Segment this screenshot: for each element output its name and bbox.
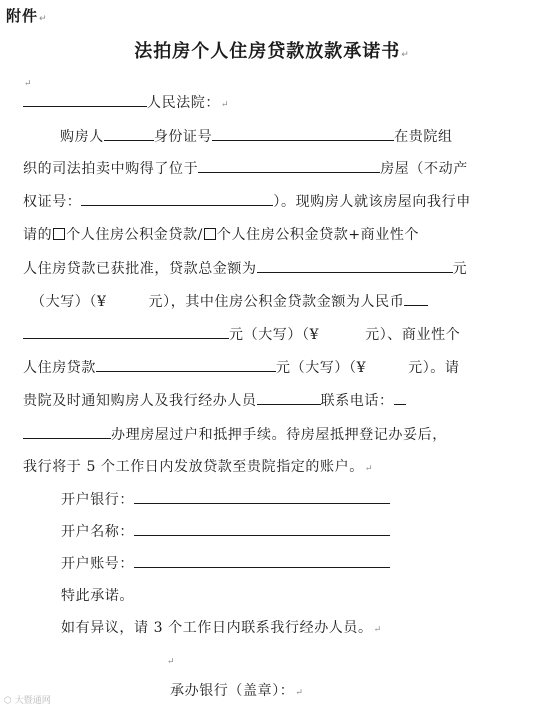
id-number-blank[interactable] xyxy=(212,126,394,141)
court-address-line xyxy=(23,92,229,115)
paragraph-line-5: 人住房贷款已获批准，贷款总金额为 元 xyxy=(23,258,467,279)
paragraph-line-3: 权证号： ）。现购房人就该房屋向我行申 xyxy=(23,191,471,212)
court-suffix: 人民法院： xyxy=(147,95,220,111)
account-number-blank[interactable] xyxy=(134,553,390,568)
provident-fund-checkbox[interactable] xyxy=(53,228,65,240)
paragraph-mark-icon: ↵ xyxy=(364,464,373,474)
account-number-line: 开户账号： xyxy=(61,553,390,574)
paragraph-mark-icon: ↵ xyxy=(221,100,230,110)
certificate-number-blank[interactable] xyxy=(81,191,273,206)
court-name-blank[interactable] xyxy=(23,92,147,107)
paragraph-mark-icon: ↵ xyxy=(295,688,304,698)
blank-line xyxy=(166,650,175,672)
paragraph-line-9: 贵院及时通知购房人及我行经办人员 联系电话： xyxy=(23,390,406,411)
property-location-blank[interactable] xyxy=(198,158,380,173)
provident-amount-blank[interactable] xyxy=(23,324,229,339)
combined-loan-checkbox[interactable] xyxy=(204,228,216,240)
paragraph-line-8: 人住房贷款 元（大写）（¥ 元）。请 xyxy=(23,357,460,378)
document-title: 法拍房个人住房贷款放款承诺书↵ xyxy=(134,41,410,62)
paragraph-mark-icon: ↵ xyxy=(401,50,410,60)
paragraph-mark-icon: ↵ xyxy=(373,625,382,635)
paragraph-mark-icon: ↵ xyxy=(39,14,48,24)
provident-amount-blank-start[interactable] xyxy=(404,291,428,306)
account-name-blank[interactable] xyxy=(134,521,390,536)
phone-blank-start[interactable] xyxy=(394,390,406,405)
bank-name-blank[interactable] xyxy=(134,489,390,504)
paragraph-line-4: 请的 个人住房公积金贷款/ 个人住房公积金贷款+商业性个 xyxy=(23,227,420,243)
dispute-line: 如有异议，请 3 个工作日内联系我行经办人员。↵ xyxy=(61,620,382,636)
account-name-line: 开户名称： xyxy=(61,521,390,542)
blank-line xyxy=(23,72,32,94)
watermark: ⬡ 大暨通网 xyxy=(4,696,51,706)
paragraph-mark-icon: ↵ xyxy=(167,657,176,667)
signature-line: 承办银行（盖章）：↵ xyxy=(170,683,304,699)
paragraph-line-7: 元（大写）（¥ 元）、商业性个 xyxy=(23,324,460,345)
paragraph-line-10: 办理房屋过户和抵押手续。待房屋抵押登记办妥后， xyxy=(23,424,447,445)
watermark-logo-icon: ⬡ xyxy=(4,696,15,706)
paragraph-line-11: 我行将于 5 个工作日内发放贷款至贵院指定的账户。↵ xyxy=(23,459,373,475)
paragraph-line-2: 织的司法拍卖中购得了位于 房屋（不动产 xyxy=(23,158,468,179)
phone-blank[interactable] xyxy=(23,424,111,439)
paragraph-line-1: 购房人 身份证号 在贵院组 xyxy=(23,126,453,147)
bank-staff-blank[interactable] xyxy=(257,390,321,405)
paragraph-line-6: （大写）（¥ 元），其中住房公积金贷款金额为人民币 xyxy=(23,291,428,312)
paragraph-mark-icon: ↵ xyxy=(24,79,33,89)
total-loan-amount-blank[interactable] xyxy=(257,258,453,273)
commitment-line: 特此承诺。 xyxy=(61,588,134,604)
attachment-label: 附件↵ xyxy=(6,7,48,25)
commercial-loan-amount-blank[interactable] xyxy=(96,357,276,372)
bank-line: 开户银行： xyxy=(61,489,390,510)
buyer-name-blank[interactable] xyxy=(104,126,154,141)
